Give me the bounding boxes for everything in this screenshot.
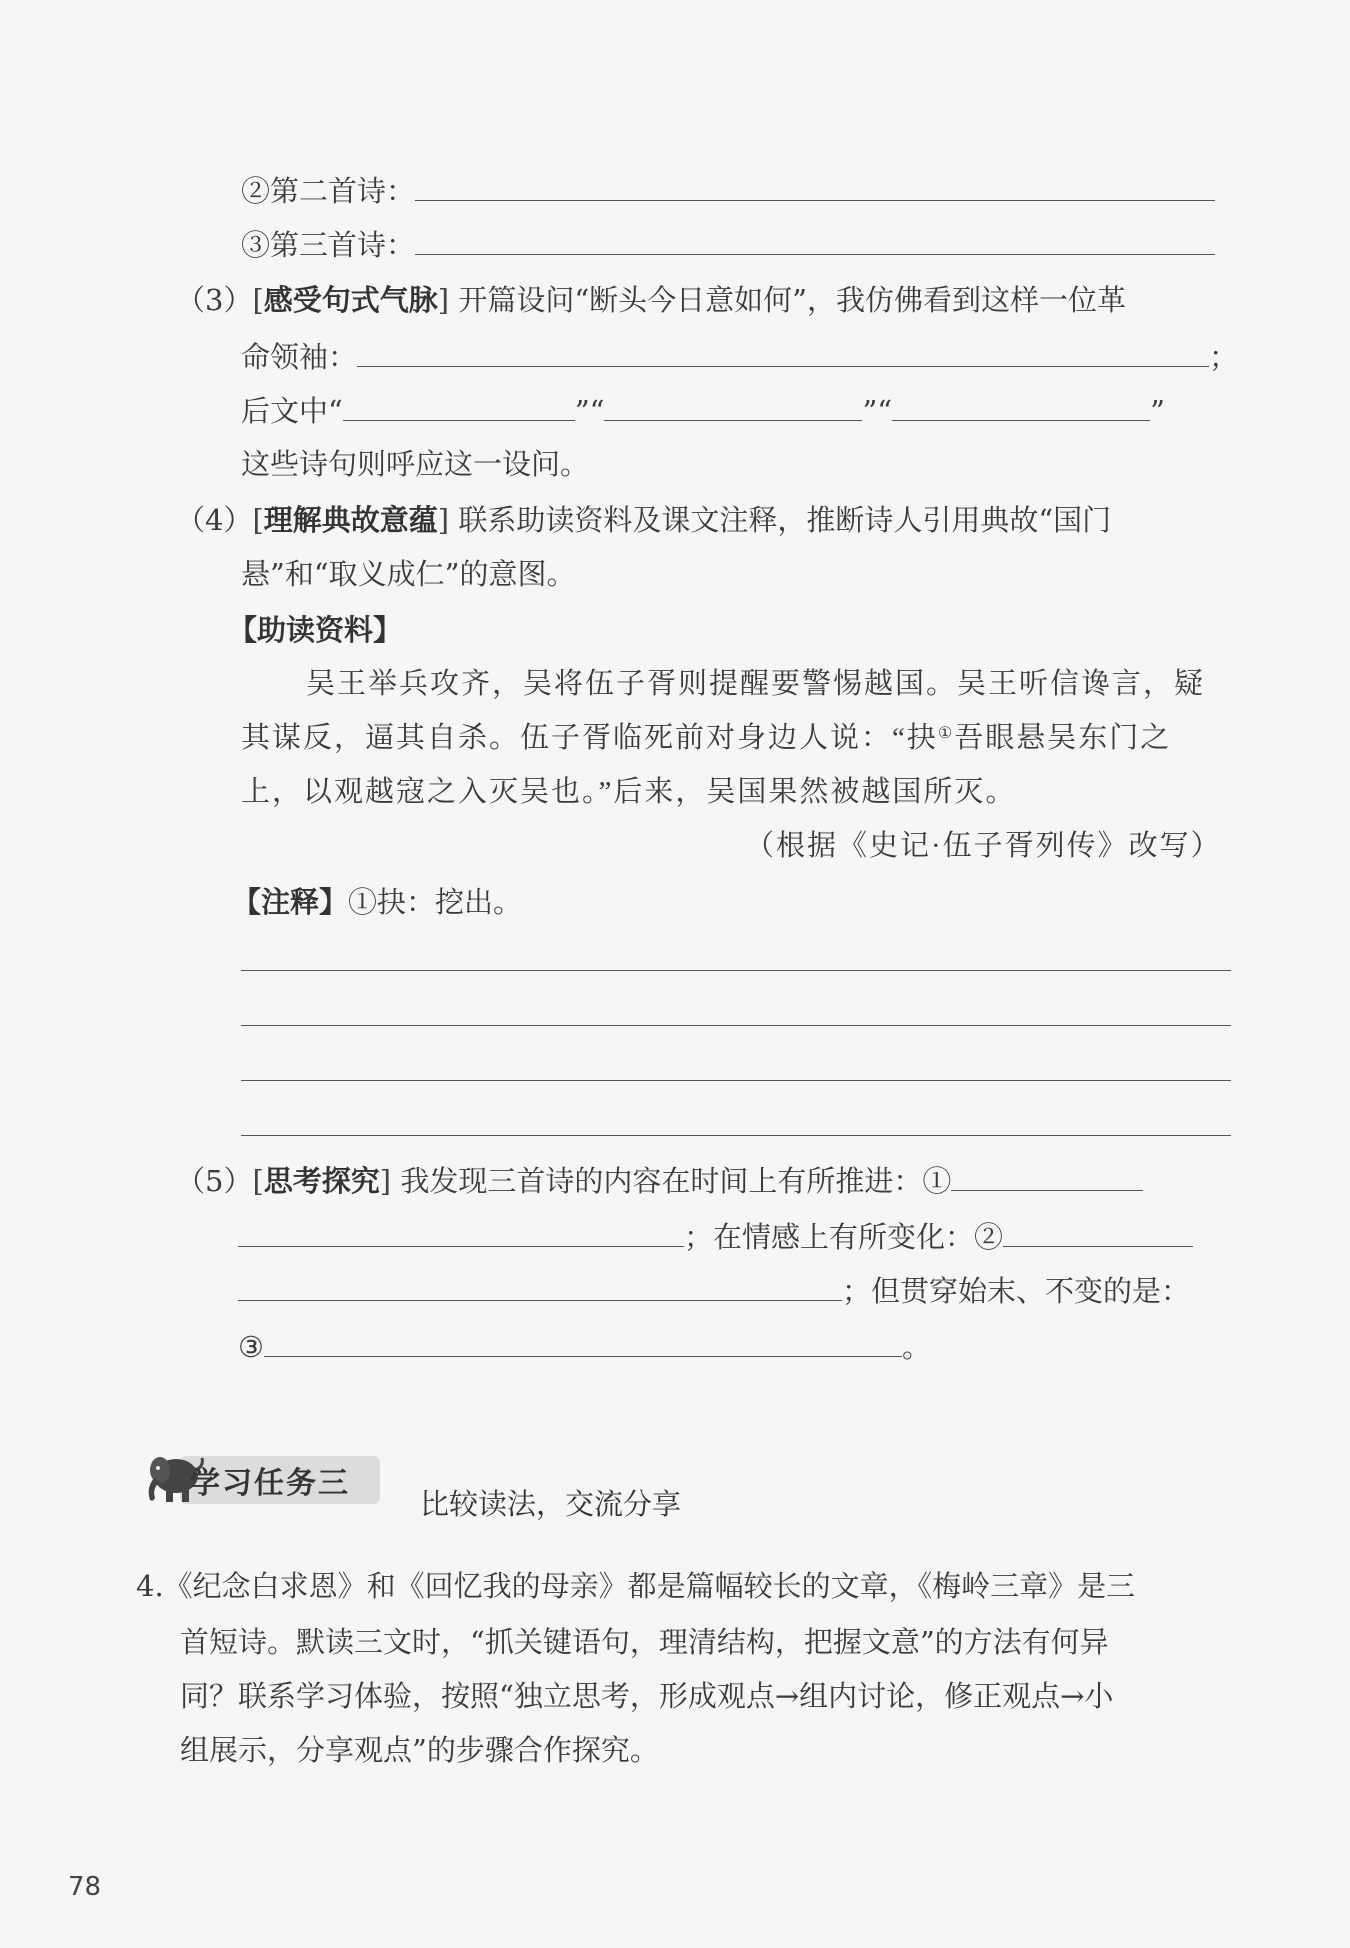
q-4-line4: [180, 1730, 659, 1770]
poem3-label: ③第三首诗：: [241, 228, 416, 262]
q4-line2: [241, 554, 575, 594]
q4-answer-line-1[interactable]: [241, 970, 1231, 971]
q3-quote-sep-2: ”“: [862, 394, 893, 428]
aid-line-3: [241, 772, 1016, 812]
aid-line-2: [241, 718, 1171, 758]
q3-tag: 感受句式气脉: [263, 283, 438, 317]
q5-line1: （5）[思考探究] 我发现三首诗的内容在时间上有所推进：①: [176, 1160, 1143, 1201]
q4-number: （4）: [176, 503, 253, 537]
q5-number: （5）: [176, 1164, 253, 1198]
q4-answer-line-3[interactable]: [241, 1080, 1231, 1081]
q5-line3: [238, 1270, 1190, 1311]
poem2-label: ②第二首诗：: [241, 174, 416, 208]
aid-heading: 【助读资料】: [228, 613, 403, 647]
q-4-line1: [136, 1566, 1135, 1606]
q5-blank-1b[interactable]: [238, 1216, 684, 1247]
q5-text-a: 我发现三首诗的内容在时间上有所推进：①: [400, 1164, 952, 1198]
q3-text-a: 开篇设问“断头今日意如何”，我仿佛看到这样一位革: [458, 283, 1126, 317]
q3-number: （3）: [176, 283, 253, 317]
aid-text-3: 上，以观越寇之入灭吴也。”后来，吴国果然被越国所灭。: [241, 776, 1017, 808]
q5-text-c: ；但贯穿始末、不变的是：: [842, 1274, 1191, 1308]
aid-line-1: [306, 664, 1205, 704]
aid-heading-row: [228, 610, 402, 650]
q3-line1: （3）[感受句式气脉] 开篇设问“断头今日意如何”，我仿佛看到这样一位革: [176, 283, 1126, 317]
q3-quote-blank-2[interactable]: [604, 390, 862, 421]
q3-text-d: 这些诗句则呼应这一设问。: [241, 447, 590, 481]
aid-text-2b: 吾眼悬吴东门之: [954, 722, 1172, 754]
q3-quote-sep-1: ”“: [574, 394, 605, 428]
aid-text-1: 吴王举兵攻齐，吴将伍子胥则提醒要警惕越国。吴王听信谗言，疑: [306, 668, 1206, 700]
q-4-line3: [180, 1676, 1113, 1716]
q4-answer-line-4[interactable]: [241, 1135, 1231, 1136]
q5-blank-2a[interactable]: [1003, 1216, 1193, 1247]
q3-line2: [241, 336, 1238, 377]
q-4-text-4: 组展示，分享观点”的步骤合作探究。: [180, 1733, 659, 1767]
aid-source: （根据《史记·伍子胥列传》改写）: [745, 830, 1222, 862]
q5-text-b: ；在情感上有所变化：②: [684, 1220, 1004, 1254]
q3-quote-blank-3[interactable]: [892, 390, 1150, 421]
q-4-text-3: 同？联系学习体验，按照“独立思考，形成观点→组内讨论，修正观点→小: [180, 1679, 1114, 1713]
q5-blank-1a[interactable]: [951, 1160, 1143, 1191]
q3-quote-blank-1[interactable]: [343, 390, 575, 421]
q5-blank-2b[interactable]: [238, 1270, 842, 1301]
q-4-line2: [180, 1622, 1109, 1662]
q3-semicolon: ；: [1209, 340, 1239, 374]
note-text: ①抉：挖出。: [348, 885, 523, 919]
q3-leader-blank[interactable]: [357, 336, 1209, 367]
q5-period: 。: [902, 1330, 932, 1364]
q5-blank-3[interactable]: [264, 1326, 902, 1357]
q4-text-a: 联系助读资料及课文注释，推断诗人引用典故“国门: [458, 503, 1112, 537]
note-row: [232, 882, 522, 922]
q5-tag: 思考探究: [263, 1164, 380, 1198]
aid-text-2a: 其谋反，逼其自杀。伍子胥临死前对身边人说：“抉: [241, 722, 938, 754]
q5-line2: [238, 1216, 1193, 1257]
q3-text-c: 后文中“: [241, 394, 343, 428]
q3-quote-close: ”: [1150, 394, 1165, 428]
note-heading: 【注释】: [232, 885, 349, 919]
q4-tag: 理解典故意蕴: [263, 503, 438, 537]
poem3-answer-row: [241, 224, 1215, 265]
q3-line3: [241, 390, 1165, 431]
aid-source-row: [745, 826, 1222, 866]
q3-line4: [241, 444, 589, 484]
q4-answer-line-2[interactable]: [241, 1025, 1231, 1026]
poem2-answer-row: [241, 170, 1215, 211]
task3-subtitle: 比较读法，交流分享: [420, 1487, 682, 1521]
q5-text-d: ③: [238, 1330, 264, 1364]
poem2-answer-blank[interactable]: [415, 170, 1215, 201]
q-4-text-1: 4.《纪念白求恩》和《回忆我的母亲》都是篇幅较长的文章，《梅岭三章》是三: [136, 1569, 1136, 1603]
q3-text-b: 命领袖：: [241, 340, 358, 374]
page-number: 78: [68, 1872, 102, 1902]
task3-title: 学习任务三: [190, 1466, 350, 1501]
q-4-text-2: 首短诗。默读三文时，“抓关键语句，理清结构，把握文意”的方法有何异: [180, 1625, 1109, 1659]
poem3-answer-blank[interactable]: [415, 224, 1215, 255]
aid-footnote-marker: ①: [937, 725, 955, 742]
q4-line1: （4）[理解典故意蕴] 联系助读资料及课文注释，推断诗人引用典故“国门: [176, 503, 1112, 537]
task3-banner: [140, 1442, 385, 1514]
q5-line4: [238, 1326, 931, 1367]
q4-text-b: 悬”和“取义成仁”的意图。: [241, 557, 576, 591]
